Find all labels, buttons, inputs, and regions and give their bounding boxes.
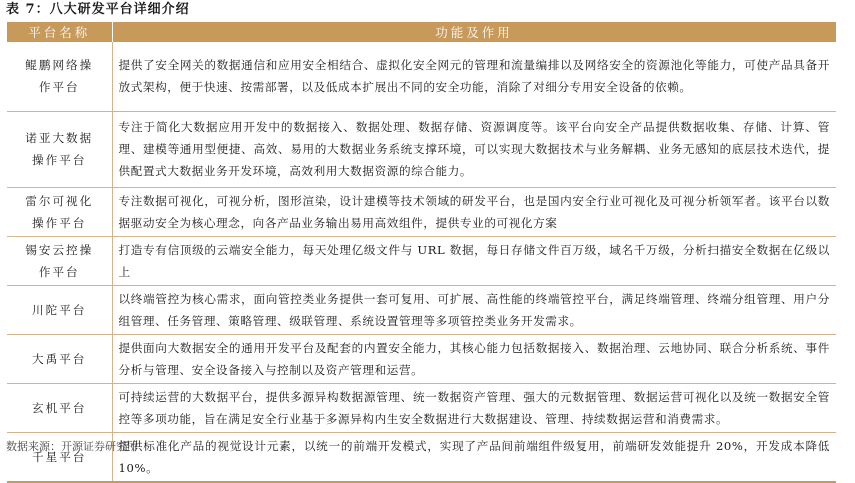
platform-name: 雷尔可视化操作平台: [7, 187, 112, 236]
table-row: [7, 111, 836, 187]
table-row: [7, 383, 836, 432]
platform-description: 可持续运营的大数据平台，提供多源异构数据源管理、统一数据资产管理、强大的元数据管理、数据运营可视化以及统一数据安全管控等多项功能，旨在满足安全行业基于多源异构内生安全数据进行大数据建设、管理、持续数据运营和消费需求。: [112, 383, 836, 432]
platform-description: 提供了安全网关的数据通信和应用安全相结合、虚拟化安全网元的管理和流量编排以及网络安全的资源池化等能力，可使产品具备开放式架构，便于快速、按需部署，以及低成本扩展出不同的安全功能，消除了对细分专用安全设备的依赖。: [112, 42, 836, 111]
platform-description: 专注于简化大数据应用开发中的数据接入、数据处理、数据存储、资源调度等。该平台向安全产品提供数据收集、存储、计算、管理、建模等通用型便捷、高效、易用的大数据业务系统支撑环境，可以实现大数据技术与业务解耦、业务无感知的底层技术迭代，提供配置式大数据业务开发环境，高效利用大数据资源的综合能力。: [112, 111, 836, 187]
platform-description: 提供标准化产品的视觉设计元素，以统一的前端开发模式，实现了产品间前端组件级复用，前端研发效能提升 20%，开发成本降低 10%。: [112, 432, 836, 482]
platform-name: 锡安云控操作平台: [7, 236, 112, 285]
platform-description: 以终端管控为核心需求，面向管控类业务提供一套可复用、可扩展、高性能的终端管控平台，满足终端管理、终端分组管理、用户分组管理、任务管理、策略管理、级联管理、系统设置管理等多项管控类业务开发需求。: [112, 285, 836, 334]
platform-description: 专注数据可视化，可视分析，图形渲染，设计建模等技术领域的研发平台，也是国内安全行业可视化及可视分析领军者。该平台以数据驱动安全为核心理念，向各产品业务输出易用高效组件，提供专业的可视化方案: [112, 187, 836, 236]
header-platform-name: 平台名称: [7, 22, 112, 42]
table-header-row: [7, 22, 836, 42]
source-note: 数据来源：开源证券研究所: [6, 440, 138, 453]
table-row: [7, 334, 836, 383]
platform-name: 鲲鹏网络操作平台: [7, 42, 112, 111]
platform-table: [7, 22, 837, 483]
platform-name: 川陀平台: [7, 285, 112, 334]
table-row: [7, 285, 836, 334]
platform-description: 打造专有信顶级的云端安全能力，每天处理亿级文件与 URL 数据，每日存储文件百万级，域名千万级，分析扫描安全数据在亿级以上: [112, 236, 836, 285]
platform-name: 千星平台: [7, 432, 112, 482]
platform-description: 提供面向大数据安全的通用开发平台及配套的内置安全能力，其核心能力包括数据接入、数据治理、云地协同、联合分析系统、事件分析与管理、安全设备接入与控制以及资产管理和运营。: [112, 334, 836, 383]
table-row: [7, 187, 836, 236]
table-row: [7, 42, 836, 111]
table-row: [7, 236, 836, 285]
table-title: 表 7：八大研发平台详细介绍: [6, 2, 190, 17]
platform-name: 大禹平台: [7, 334, 112, 383]
platform-name: 诺亚大数据操作平台: [7, 111, 112, 187]
header-function: 功能及作用: [112, 22, 836, 42]
platform-name: 玄机平台: [7, 383, 112, 432]
